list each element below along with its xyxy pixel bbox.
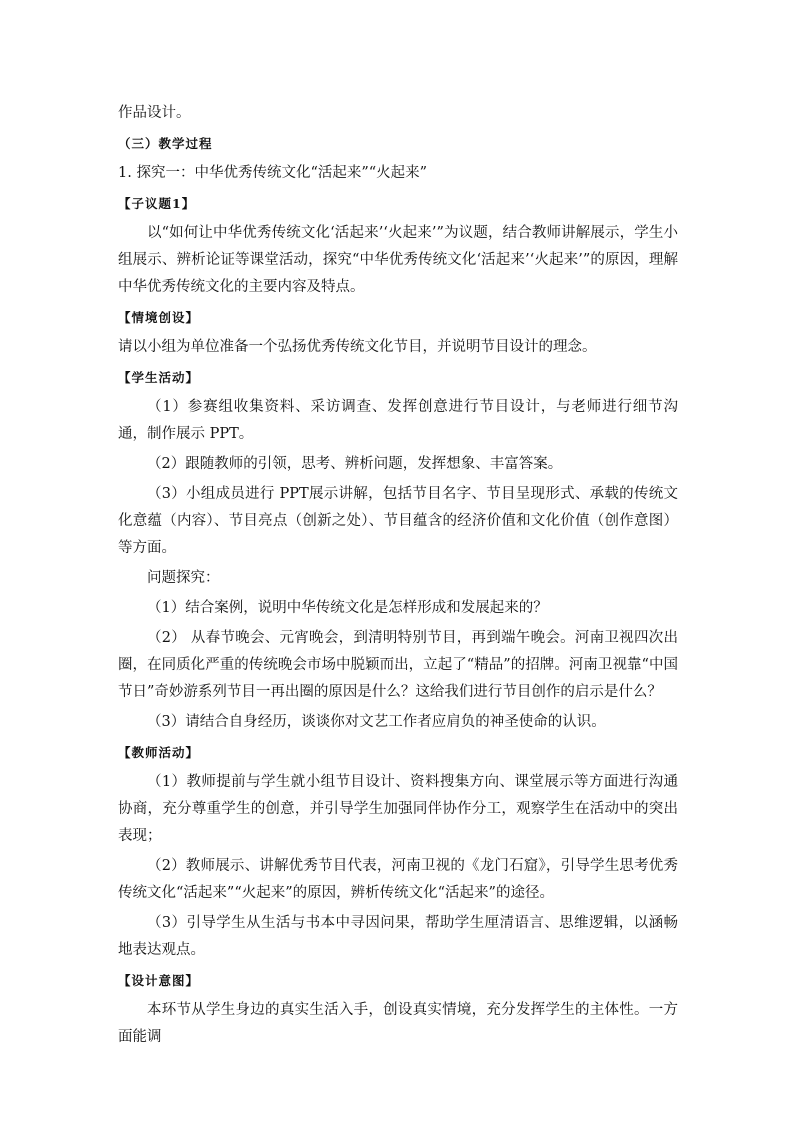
section-heading: （三）教学过程 [118,136,213,151]
list-item: （2）跟随教师的引领，思考、辨析问题，发挥想象、丰富答案。 [147,456,563,472]
paragraph: 本环节从学生身边的真实生活入手，创设真实情境，充分发挥学生的主体性。一方面能调 [118,1002,678,1045]
label-heading: 【教师活动】 [118,745,200,760]
list-item: （3）引导学生从生活与书本中寻因问果，帮助学生厘清语言、思维逻辑，以涵畅地表达观点。 [118,915,678,958]
label-heading: 【子议题1】 [118,196,196,211]
label-heading: 【设计意图】 [118,973,200,988]
paragraph: 以“如何让中华优秀传统文化‘活起来’‘火起来’”为议题，结合教师讲解展示，学生小组展示、辨析论证等课堂活动，探究“中华优秀传统文化‘活起来’‘火起来’”的原因，理解中华优秀传统文化的主要内容及特点。 [118,225,678,295]
list-item: （3）小组成员进行 PPT展示讲解，包括节目名字、节目呈现形式、承载的传统文化意蕴（内容）、节目亮点（创新之处）、节目蕴含的经济价值和文化价值（创作意图）等方面。 [118,486,678,556]
paragraph: 请以小组为单位准备一个弘扬优秀传统文化节目，并说明节目设计的理念。 [118,339,597,355]
paragraph: 问题探究： [147,570,220,586]
label-heading: 【学生活动】 [118,370,200,385]
list-item: （1）教师提前与学生就小组节目设计、资料搜集方向、课堂展示等方面进行沟通协商，充分尊重学生的创意，并引导学生加强同伴协作分工，观察学生在活动中的突出表现； [118,774,678,844]
text-line: 作品设计。 [118,105,191,121]
label-heading: 【情境创设】 [118,310,200,325]
list-item: （2） 从春节晚会、元宵晚会，到清明特别节目，再到端午晚会。河南卫视四次出圈，在同质化严重的传统晚会市场中脱颖而出，立起了“精品”的招牌。河南卫视靠“中国节日”奇妙游系列节目一再出圈的原因是什么？这给我们进行节目创作的启示是什么？ [118,630,678,700]
list-item: （3）请结合自身经历，谈谈你对文艺工作者应肩负的神圣使命的认识。 [147,714,606,730]
subsection-title: 1. 探究一：中华优秀传统文化“活起来”“火起来” [118,165,428,181]
list-item: （1）结合案例，说明中华传统文化是怎样形成和发展起来的？ [147,600,548,616]
list-item: （1）参赛组收集资料、采访调查、发挥创意进行节目设计，与老师进行细节沟通，制作展示 PPT。 [118,399,678,442]
list-item: （2）教师展示、讲解优秀节目代表，河南卫视的《龙门石窟》，引导学生思考优秀传统文化“活起来”“火起来”的原因，辨析传统文化“活起来”的途径。 [118,858,678,901]
document-page [118,100,678,1051]
